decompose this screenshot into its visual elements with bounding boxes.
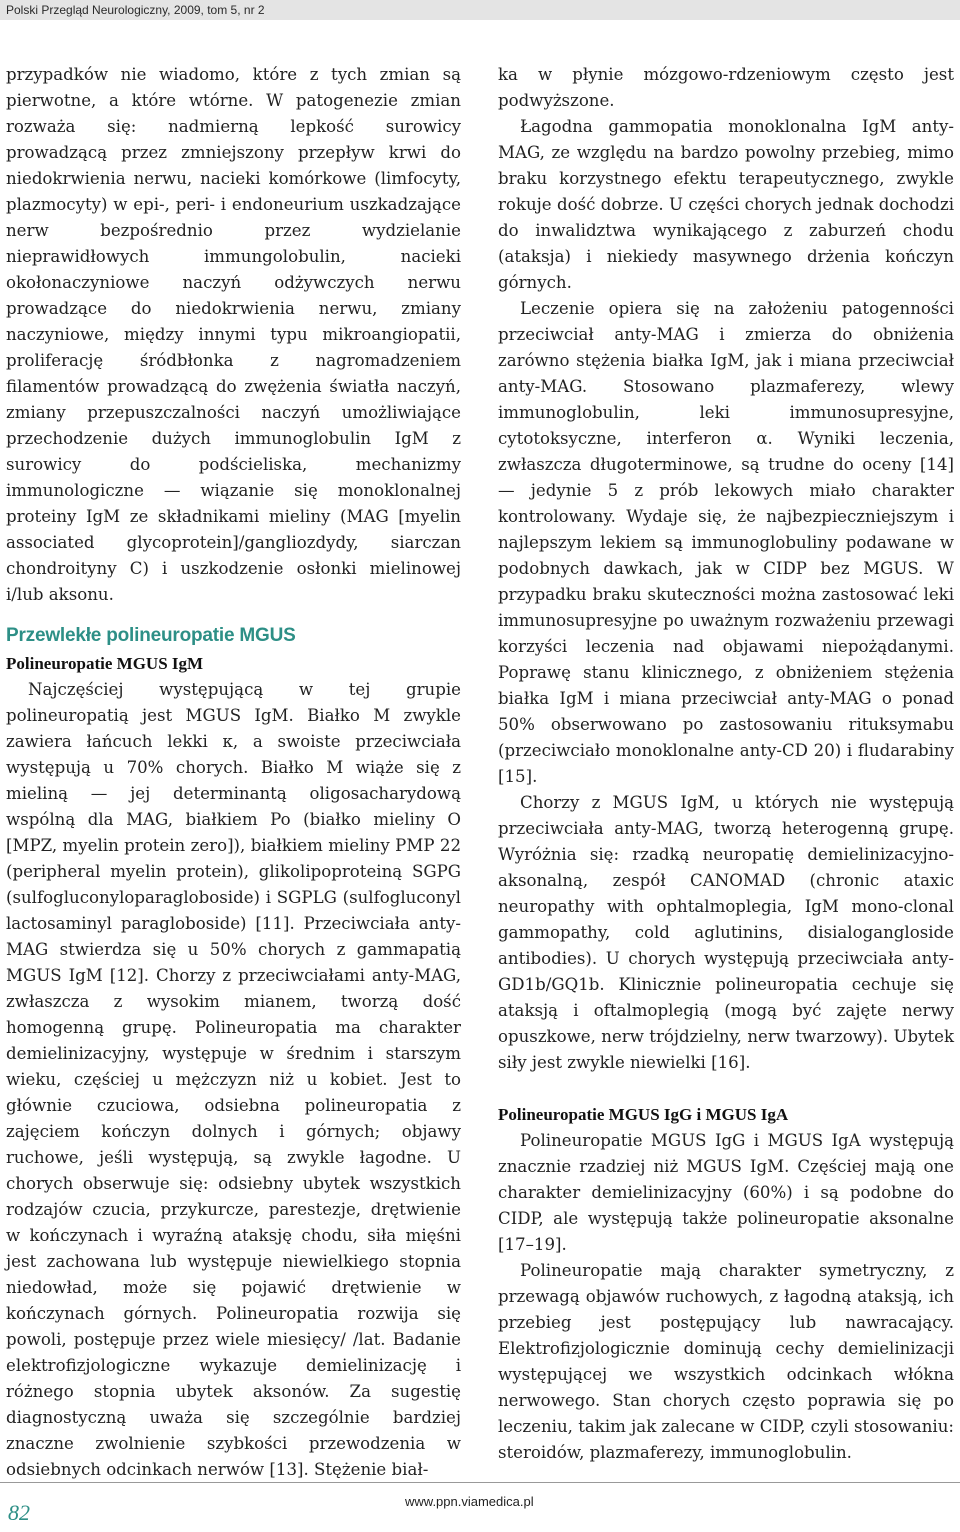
journal-citation: Polski Przegląd Neurologiczny, 2009, tom 5, nr 2 [6, 3, 265, 17]
body-paragraph: Łagodna gammopatia monoklonalna IgM anty-MAG, ze względu na bardzo powolny przebieg, mimo braku korzystnego efektu terapeutycznego, zwykle rokuje dość dobrze. U części chorych jednak dochodzi do inwalidztwa wynikającego z zaburzeń chodu (ataksja) i niekiedy masywnego drżenia kończyn górnych. [498, 117, 954, 292]
body-paragraph: Leczenie opiera się na założeniu patogenności przeciwciał anty-MAG i zmierza do obniżenia zarówno stężenia białka IgM, jak i miana przeciwciał anty-MAG. Stosowano plazmaferezy, wlewy immunoglobulin, leki immunosupresyjne, cytotoksyczne, interferon α. Wyniki leczenia, zwłaszcza długoterminowe, są trudne do oceny [14] — jedynie 5 z prób lekowych miało charakter kontrolowany. Wydaje się, że najbezpieczniejszym i najlepszym lekiem są immunoglobuliny podawane w podobnych dawkach, jak w CIDP bez MGUS. W przypadku braku skuteczności można zastosować leki immunosupresyjne po uważnym rozważeniu przewagi korzyści leczenia nad objawami niepożądanymi. Poprawę stanu klinicznego, z obniżeniem stężenia białka IgM i miana przeciwciał anty-MAG o ponad 50% obserwowano po zastosowaniu rituksymabu (przeciwciało monoklonalne anty-CD 20) i fludarabiny [15]. [498, 299, 954, 786]
right-column [498, 62, 954, 1466]
journal-url: www.ppn.viamedica.pl [405, 1494, 534, 1509]
sub-heading: Polineuropatie MGUS IgM [6, 654, 204, 673]
body-paragraph: Polineuropatie MGUS IgG i MGUS IgA występują znacznie rzadziej niż MGUS IgM. Częściej mają one charakter demielinizacyjny (60%) i są podobne do CIDP, ale występują także polineuropatie aksonalne [17–19]. [498, 1131, 954, 1254]
body-paragraph: Polineuropatie mają charakter symetryczny, z przewagą objawów ruchowych, z łagodną ataksją, ich przebieg jest postępujący lub nawracający. Elektrofizjologicznie dominują cechy demielinizacji występującej we wszystkich odcinkach włókna nerwowego. Stan chorych często poprawia się po leczeniu, takim jak zalecane w CIDP, czyli stosowaniu: steroidów, plazmaferezy, immunoglobulin. [498, 1261, 954, 1462]
left-column [6, 62, 461, 1483]
body-paragraph: przypadków nie wiadomo, które z tych zmian są pierwotne, a które wtórne. W patogenezie zmian rozważa się: nadmierną lepkość surowicy prowadzącą przez zmniejszony przepływ krwi do niedokrwienia nerwu, nacieki komórkowe (limfocyty, plazmocyty) w epi-, peri- i endoneurium uszkadzające nerw bezpośrednio przez wydzielanie nieprawidłowych immungolobulin, nacieki okołonaczyniowe naczyń odżywczych nerwu prowadzące do niedokrwienia nerwu, zmiany naczyniowe, między innymi typu mikroangiopatii, proliferację śródbłonka z nagromadzeniem filamentów prowadzącą do zwężenia światła naczyń, zmiany przepuszczalności naczyń umożliwiające przechodzenie dużych immunoglobulin IgM z surowicy do podścieliska, mechanizmy immunologiczne — wiązanie się monoklonalnej proteiny IgM ze składnikami mieliny (MAG [myelin associated glycoprotein]/gangliozdydy, siarczan chondroityny C) i uszkodzenie osłonki mielinowej i/lub aksonu. [6, 65, 461, 604]
footer-divider [0, 1482, 960, 1483]
body-paragraph: Najczęściej występującą w tej grupie polineuropatią jest MGUS IgM. Białko M zwykle zawiera łańcuch lekki κ, a swoiste przeciwciała występują u 70% chorych. Białko M wiąże się z mieliną — jej determinantą oligosacharydową wspólną dla MAG, białkiem Po (białko mieliny O [MPZ, myelin protein zero]), białkiem mieliny PMP 22 (peripheral myelin protein), glikolipoproteiną SGPG (sulfogluconyloparagloboside) i SGPLG (sulfogluconyl lactosaminyl paragloboside) [11]. Przeciwciała anty-MAG stwierdza się u 50% chorych z gammapatią MGUS IgM [12]. Chorzy z przeciwciałami anty-MAG, zwłaszcza z wysokim mianem, tworzą dość homogenną grupę. Polineuropatia ma charakter demielinizacyjny, występuje w średnim i starszym wieku, częściej u mężczyzn niż u kobiet. Jest to głównie czuciowa, odsiebna polineuropatia z zajęciem kończyn dolnych i górnych; objawy ruchowe, jeśli występują, są zwykle łagodne. U chorych obserwuje się: odsiebny ubytek wszystkich rodzajów czucia, przykurcze, parestezje, drętwienie w kończynach i wyraźną ataksję chodu, siła mięśni jest zachowana lub występuje niewielkiego stopnia niedowład, może się pojawić drętwienie w kończynach górnych. Polineuropatia rozwija się powoli, postępuje przez wiele miesięcy/ /lat. Badanie elektrofizjologiczne wykazuje demielinizację i różnego stopnia ubytek aksonów. Za sugestię diagnostyczną uważa się szczególnie bardziej znaczne zwolnienie szybkości przewodzenia w odsiebnych odcinkach nerwów [13]. Stężenie biał- [6, 680, 461, 1479]
running-header [0, 0, 960, 20]
section-heading: Przewlekłe polineuropatie MGUS [6, 625, 296, 646]
body-paragraph: ka w płynie mózgowo-rdzeniowym często jest podwyższone. [498, 65, 954, 110]
page-number: 82 [8, 1500, 30, 1525]
sub-heading: Polineuropatie MGUS IgG i MGUS IgA [498, 1105, 789, 1124]
body-paragraph: Chorzy z MGUS IgM, u których nie występują przeciwciała anty-MAG, tworzą heterogenną grupę. Wyróżnia się: rzadką neuropatię demielinizacyjno-aksonalną, zespół CANOMAD (chronic ataxic neuropathy with ophtalmoplegia, IgM mono-clonal gammopathy, cold aglutinins, disialogangloside antibodies). U chorych występują przeciwciała anty-GD1b/GQ1b. Klinicznie polineuropatia cechuje się ataksją i oftalmoplegią (mogą być zajęte nerwy opuszkowe, nerw trójdzielny, nerw twarzowy). Ubytek siły jest zwykle niewielki [16]. [498, 793, 954, 1072]
